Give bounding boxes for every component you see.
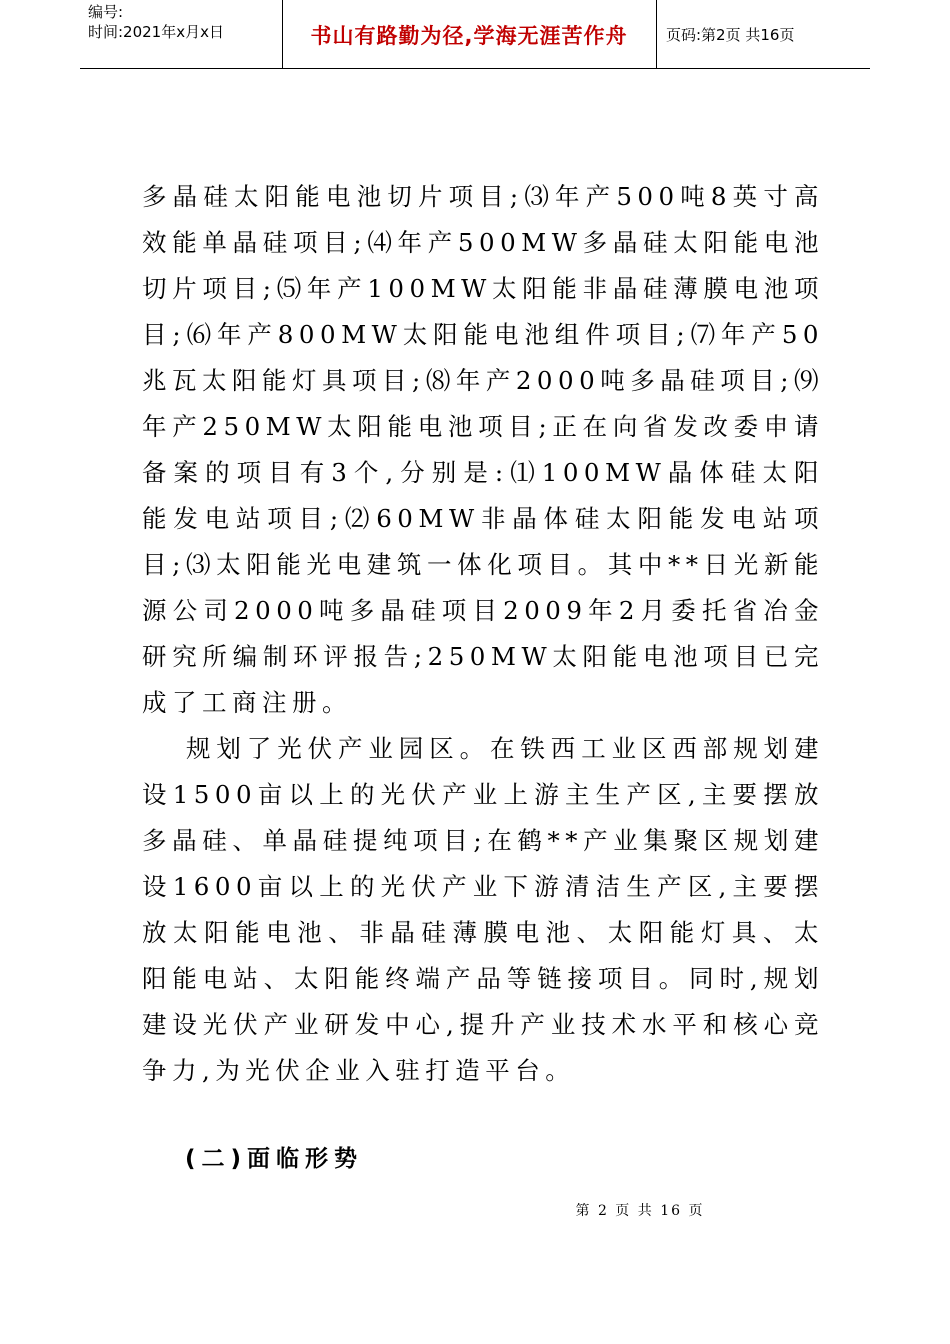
document-body [142, 174, 824, 1094]
header-motto: 书山有路勤为径,学海无涯苦作舟 [310, 24, 628, 48]
body-paragraph: 规划了光伏产业园区。在铁西工业区西部规划建设1500亩以上的光伏产业上游主生产区,主要摆放多晶硅、单晶硅提纯项目;在鹤**产业集聚区规划建设1600亩以上的光伏产业下游清洁生产区,主要摆放太阳能电池、非晶硅薄膜电池、太阳能灯具、太阳能电站、太阳能终端产品等链接项目。同时,规划建设光伏产业研发中心,提升产业技术水平和核心竞争力,为光伏企业入驻打造平台。 [142, 734, 824, 1085]
header-page-info: 页码:第2页 共16页 [666, 26, 795, 44]
document-number-label: 编号: [88, 3, 124, 21]
page-header [80, 0, 870, 69]
header-divider-right [656, 0, 657, 68]
section-heading: (二)面临形势 [185, 1146, 364, 1172]
header-meta [88, 2, 224, 42]
body-paragraph: 多晶硅太阳能电池切片项目;⑶年产500吨8英寸高效能单晶硅项目;⑷年产500MW多晶硅太阳能电池切片项目;⑸年产100MW太阳能非晶硅薄膜电池项目;⑹年产800MW太阳能电池组件项目;⑺年产50兆瓦太阳能灯具项目;⑻年产2000吨多晶硅项目;⑼年产250MW太阳能电池项目;正在向省发改委申请备案的项目有3个,分别是:⑴100MW晶体硅太阳能发电站项目;⑵60MW非晶体硅太阳能发电站项目;⑶太阳能光电建筑一体化项目。其中**日光新能源公司2000吨多晶硅项目2009年2月委托省冶金研究所编制环评报告;250MW太阳能电池项目已完成了工商注册。 [142, 182, 824, 717]
page-footer: 第 2 页 共 16 页 [575, 1203, 705, 1219]
document-time-label: 时间:2021年x月x日 [88, 23, 224, 41]
